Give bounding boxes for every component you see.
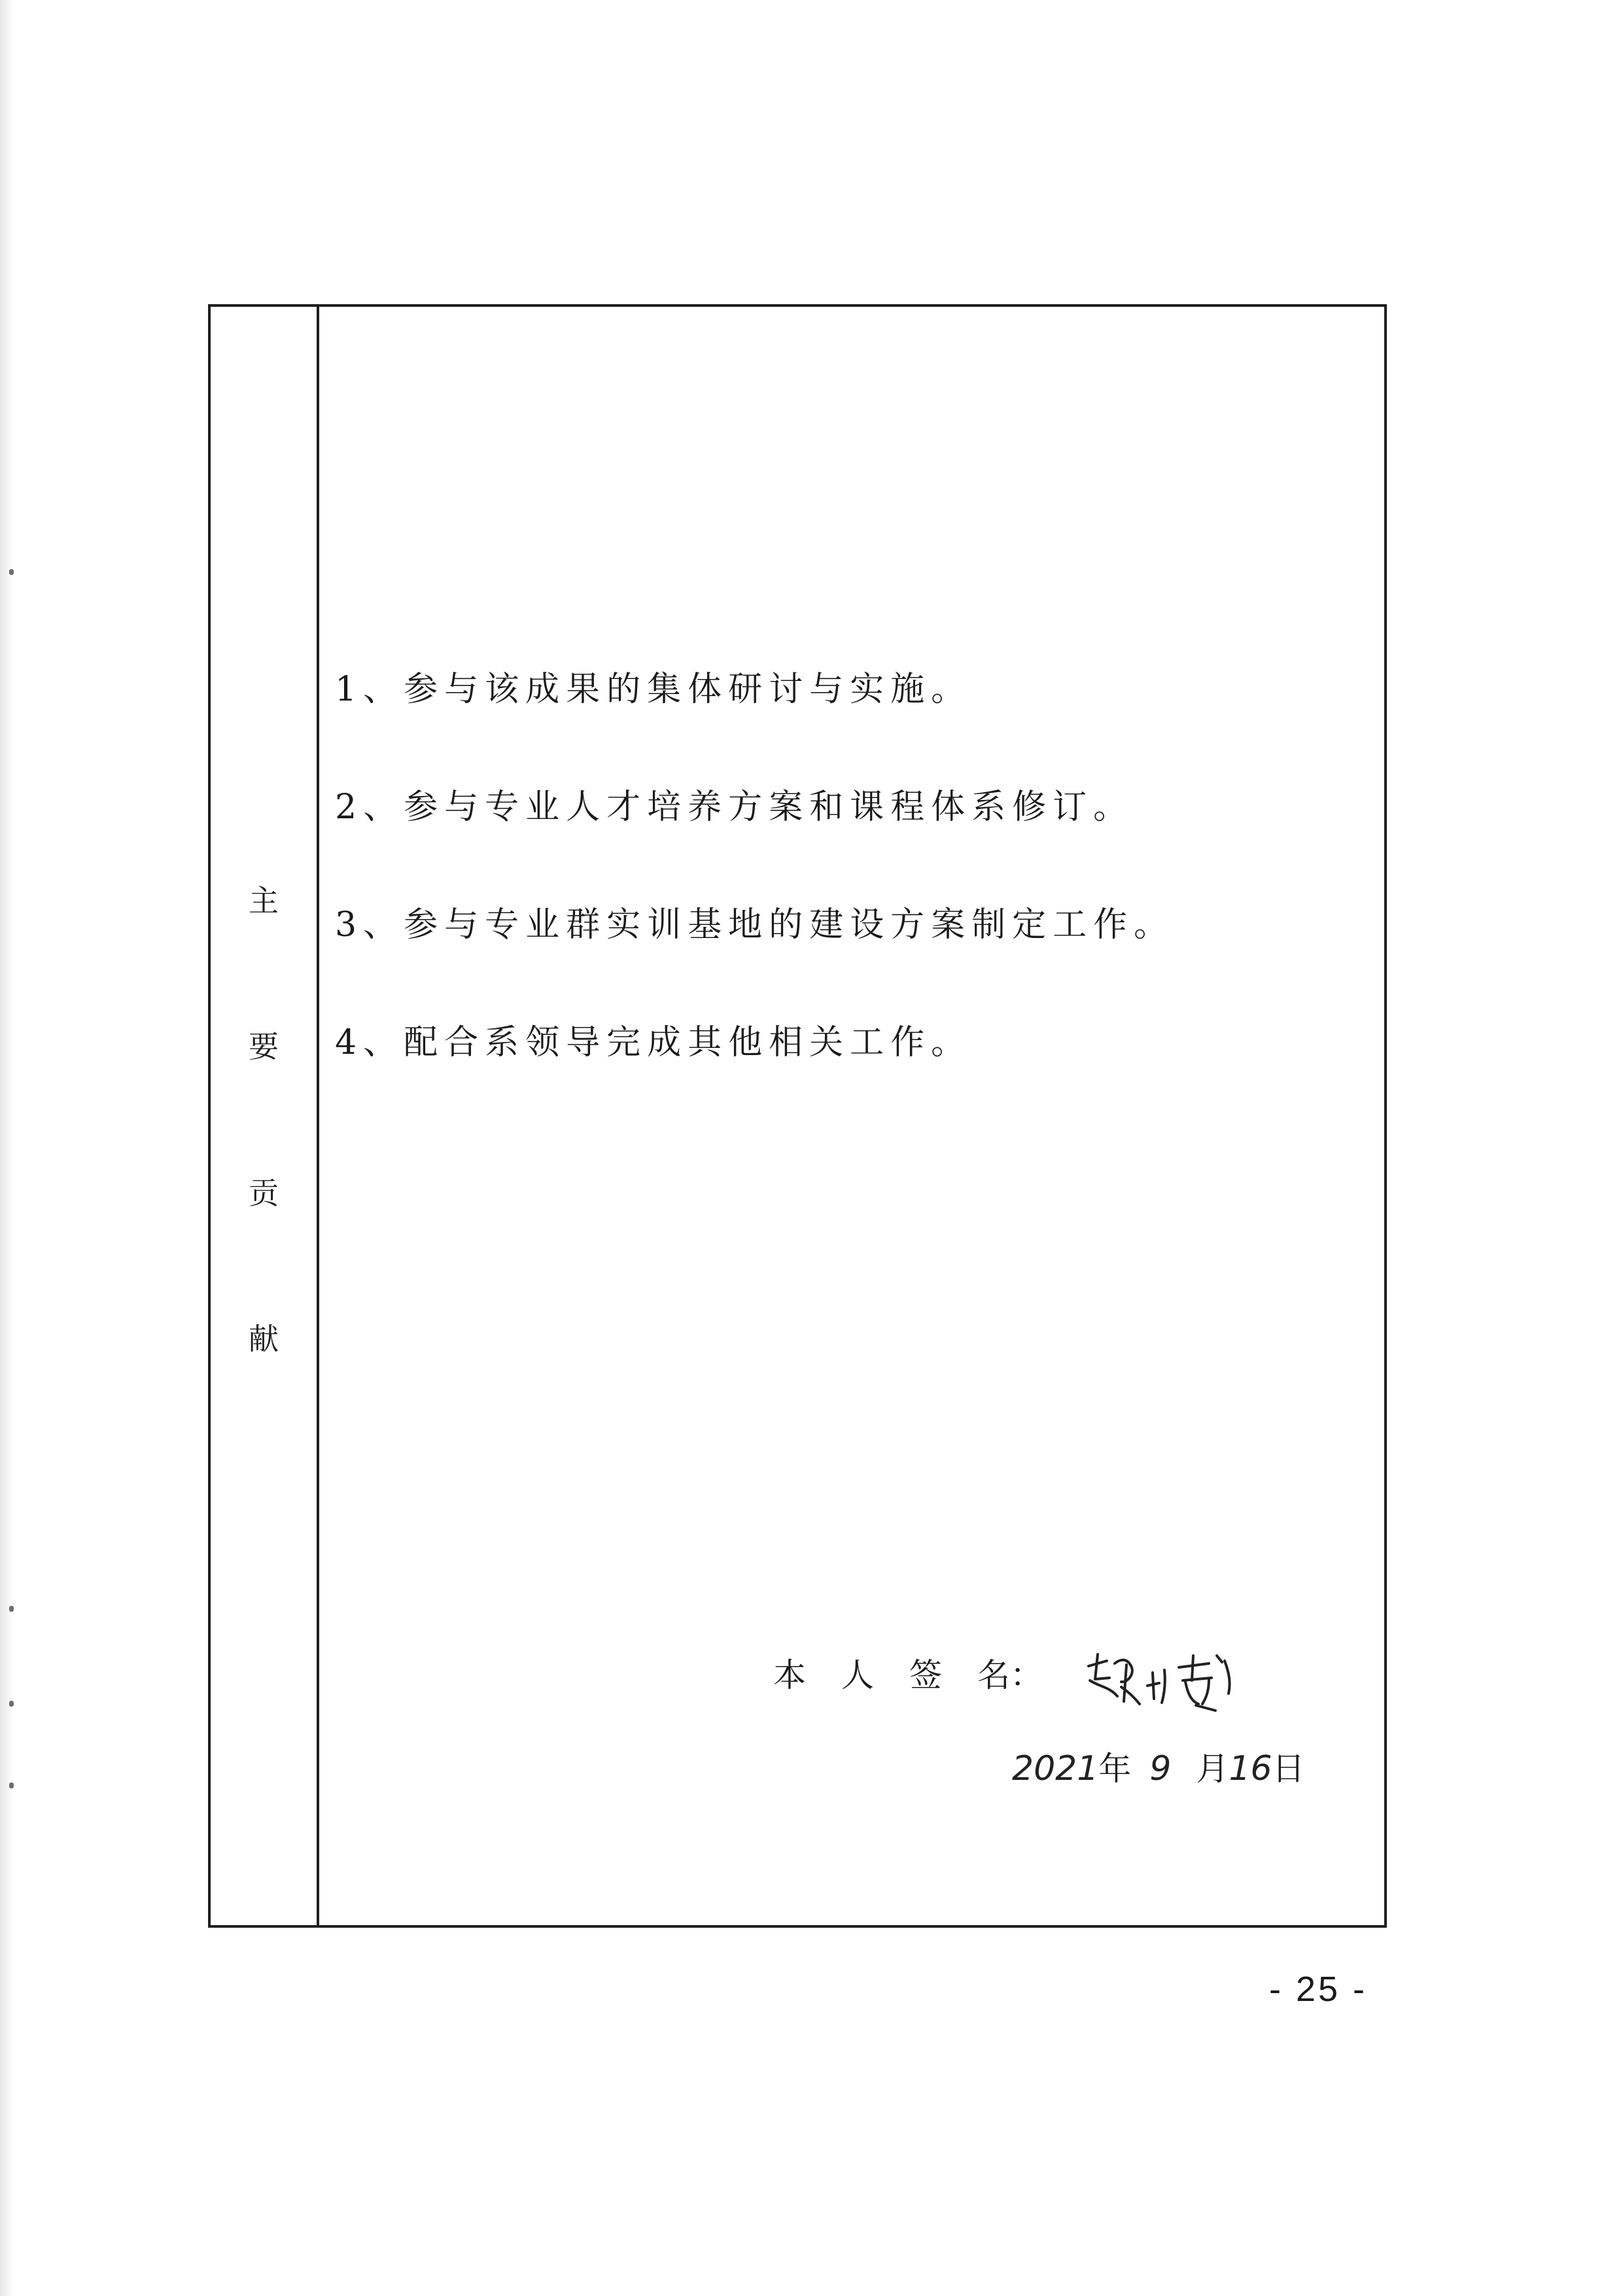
signature-label-char: 名：: [977, 1656, 1043, 1694]
date-year-unit: 年: [1098, 1750, 1132, 1788]
binding-mark: [9, 1701, 14, 1707]
signature-label: [773, 1657, 1047, 1694]
signature-label-char: 签: [909, 1656, 942, 1694]
contribution-item: 1、参与该成果的集体研讨与实施。: [335, 670, 972, 709]
section-label-char: 主: [249, 883, 279, 918]
contribution-table: [208, 304, 1387, 1928]
contribution-item: 2、参与专业人才培养方案和课程体系修订。: [335, 788, 1134, 827]
date-month-unit: 月: [1196, 1750, 1229, 1788]
section-label-char: 献: [249, 1321, 279, 1357]
signature-label-char: 人: [841, 1656, 874, 1694]
contribution-item: 4、配合系领导完成其他相关工作。: [335, 1023, 972, 1062]
binding-mark: [9, 569, 14, 575]
handwritten-signature: [1081, 1641, 1238, 1713]
date-year: 2021: [1012, 1749, 1099, 1788]
signature-label-char: 本: [773, 1656, 806, 1694]
contribution-item: 3、参与专业群实训基地的建设方案制定工作。: [335, 905, 1175, 945]
signature-date: [1012, 1749, 1305, 1788]
section-label-char: 贡: [249, 1175, 279, 1211]
date-day: 16: [1229, 1749, 1272, 1788]
table-column-divider: [317, 307, 319, 1925]
page-number: - 25 -: [1269, 1970, 1368, 2009]
date-month: 9: [1149, 1749, 1172, 1788]
binding-mark: [9, 1783, 14, 1788]
section-label-char: 要: [249, 1029, 279, 1064]
scan-binding-edge: [0, 0, 14, 2296]
binding-mark: [9, 1606, 14, 1612]
date-day-unit: 日: [1272, 1750, 1305, 1788]
